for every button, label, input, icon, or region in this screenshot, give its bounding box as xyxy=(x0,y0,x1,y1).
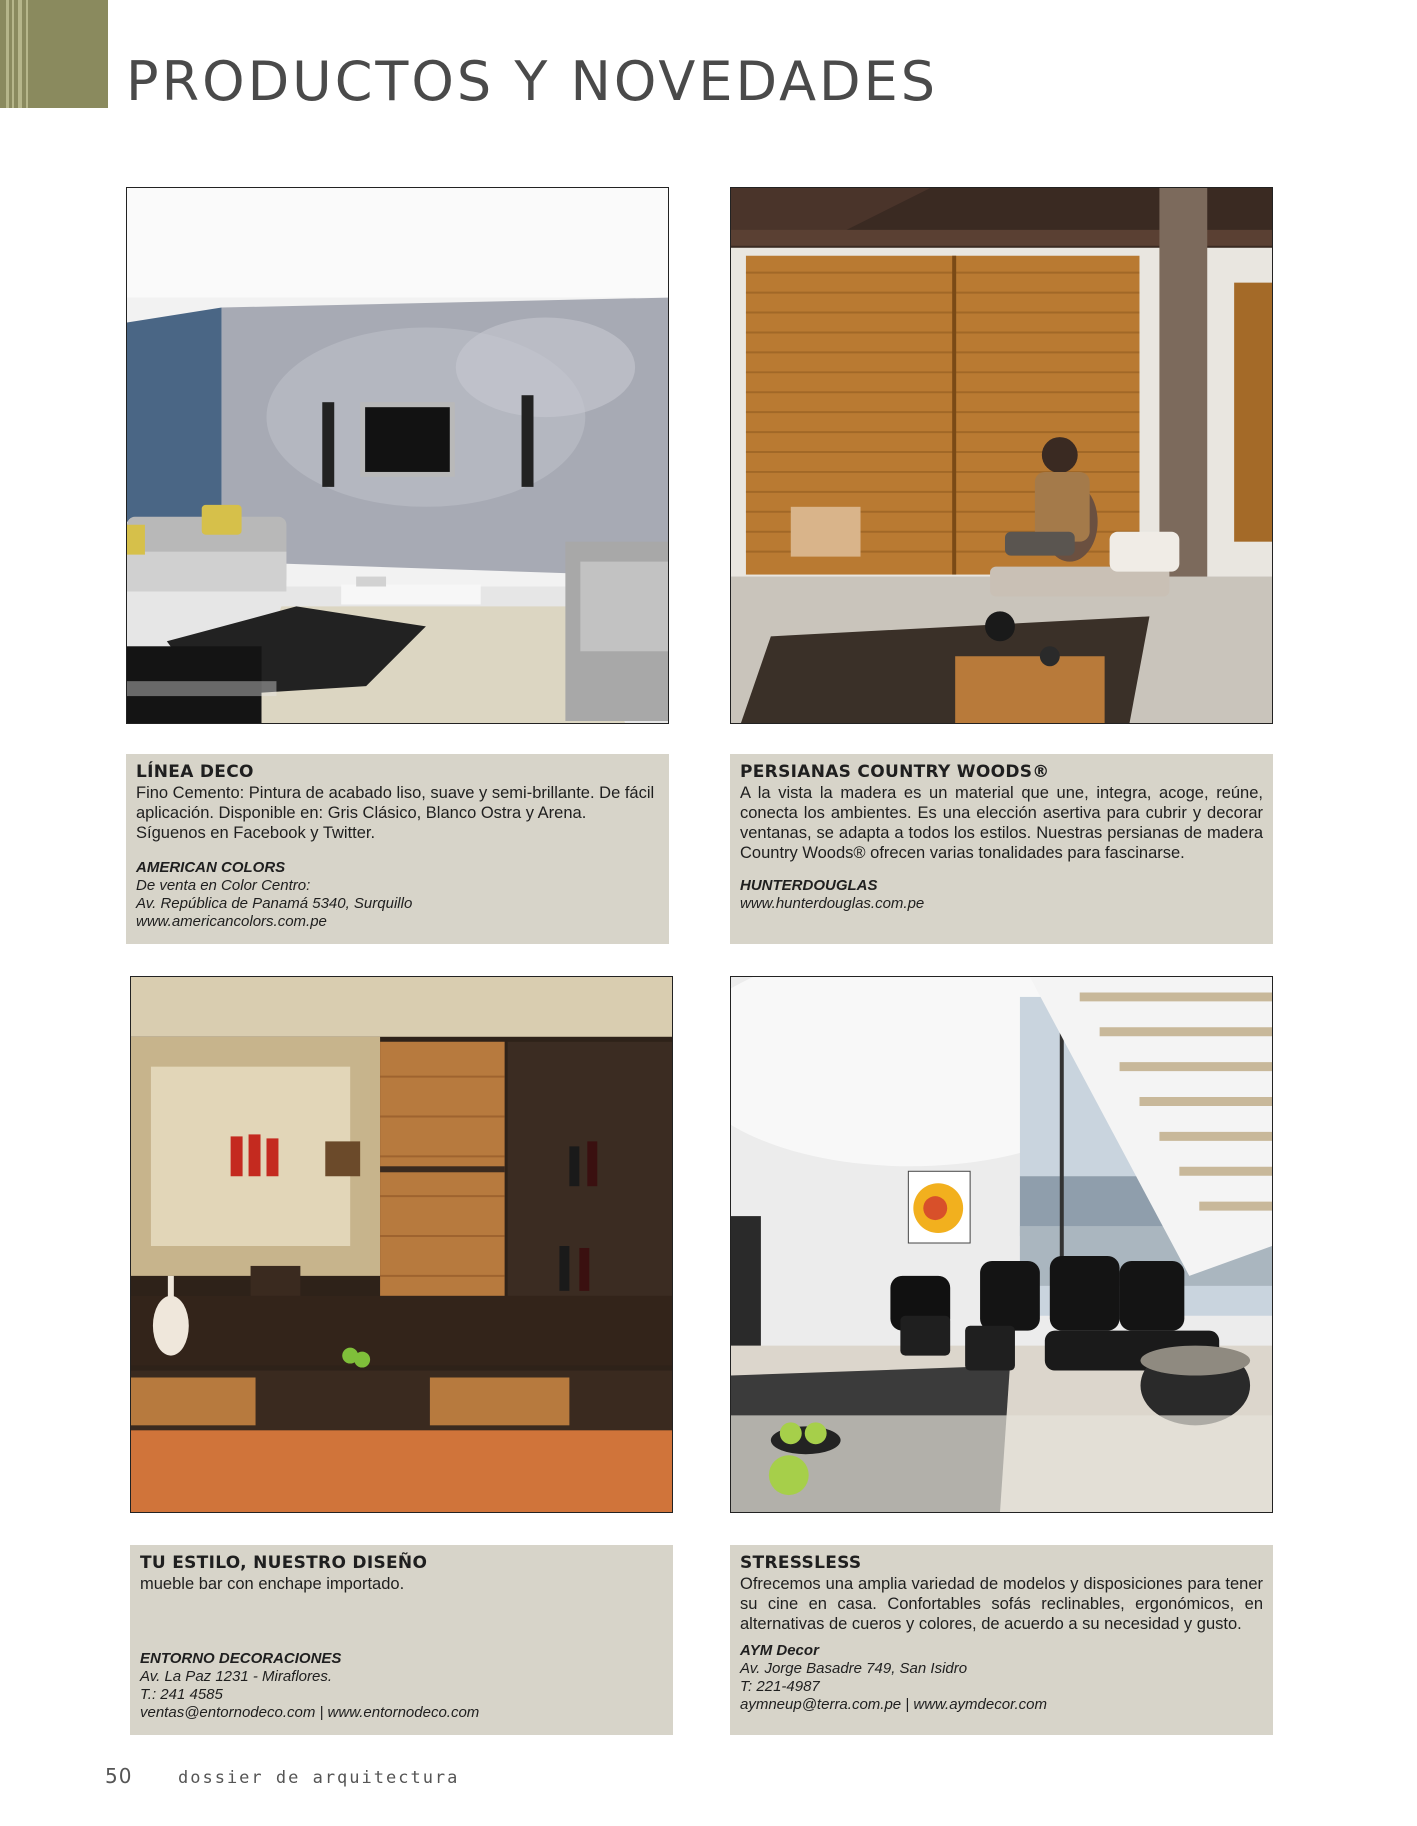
product-description: mueble bar con enchape importado. xyxy=(140,1575,405,1593)
product-photo-linea-deco xyxy=(126,187,669,724)
product-caption-stressless xyxy=(730,1545,1273,1735)
product-website: www.americancolors.com.pe xyxy=(136,913,327,930)
product-description: Ofrecemos una amplia variedad de modelos y disposiciones para tener su cine en casa. Confortables sofás reclinables, ergonómicos, en alternativas de cueros y colores, de acuerdo a su necesidad y gusto. xyxy=(740,1575,1263,1633)
product-photo-tu-estilo xyxy=(130,976,673,1513)
product-company: AYM Decor xyxy=(740,1642,819,1659)
page-title: PRODUCTOS Y NOVEDADES xyxy=(126,50,939,113)
product-photo-stressless xyxy=(730,976,1273,1513)
product-phone: T.: 241 4585 xyxy=(140,1686,223,1703)
product-company: HUNTERDOUGLAS xyxy=(740,877,878,894)
header-corner-block xyxy=(0,0,108,108)
product-address: Av. República de Panamá 5340, Surquillo xyxy=(136,895,413,912)
page-number: 50 xyxy=(105,1764,133,1788)
product-address: Av. Jorge Basadre 749, San Isidro xyxy=(740,1660,968,1677)
product-caption-persianas xyxy=(730,754,1273,944)
product-info-line: De venta en Color Centro: xyxy=(136,877,311,894)
product-website: www.hunterdouglas.com.pe xyxy=(740,895,925,912)
product-caption-tu-estilo xyxy=(130,1545,673,1735)
product-title: TU ESTILO, NUESTRO DISEÑO xyxy=(140,1553,428,1573)
product-contact: aymneup@terra.com.pe | www.aymdecor.com xyxy=(740,1696,1048,1713)
product-title: STRESSLESS xyxy=(740,1553,862,1573)
product-title: PERSIANAS COUNTRY WOODS® xyxy=(740,762,1050,782)
product-caption-linea-deco xyxy=(126,754,669,944)
product-company: AMERICAN COLORS xyxy=(136,859,286,876)
product-company: ENTORNO DECORACIONES xyxy=(140,1650,342,1667)
product-contact: ventas@entornodeco.com | www.entornodeco.com xyxy=(140,1704,480,1721)
magazine-name: dossier de arquitectura xyxy=(178,1768,460,1788)
product-description: A la vista la madera es un material que une, integra, acoge, reúne, conecta los ambientes. Es una elección asertiva para cubrir y decorar ventanas, se adapta a todos los estilos. Nuestras persianas de madera Country Woods® ofrecen varias tonalidades para fascinarse. xyxy=(740,784,1263,862)
product-phone: T: 221-4987 xyxy=(740,1678,820,1695)
product-description: Fino Cemento: Pintura de acabado liso, suave y semi-brillante. De fácil aplicación. Disponible en: Gris Clásico, Blanco Ostra y Arena. Síguenos en Facebook y Twitter. xyxy=(136,784,655,842)
product-address: Av. La Paz 1231 - Miraflores. xyxy=(140,1668,333,1685)
product-title: LÍNEA DECO xyxy=(136,762,254,782)
product-photo-persianas-country-woods xyxy=(730,187,1273,724)
